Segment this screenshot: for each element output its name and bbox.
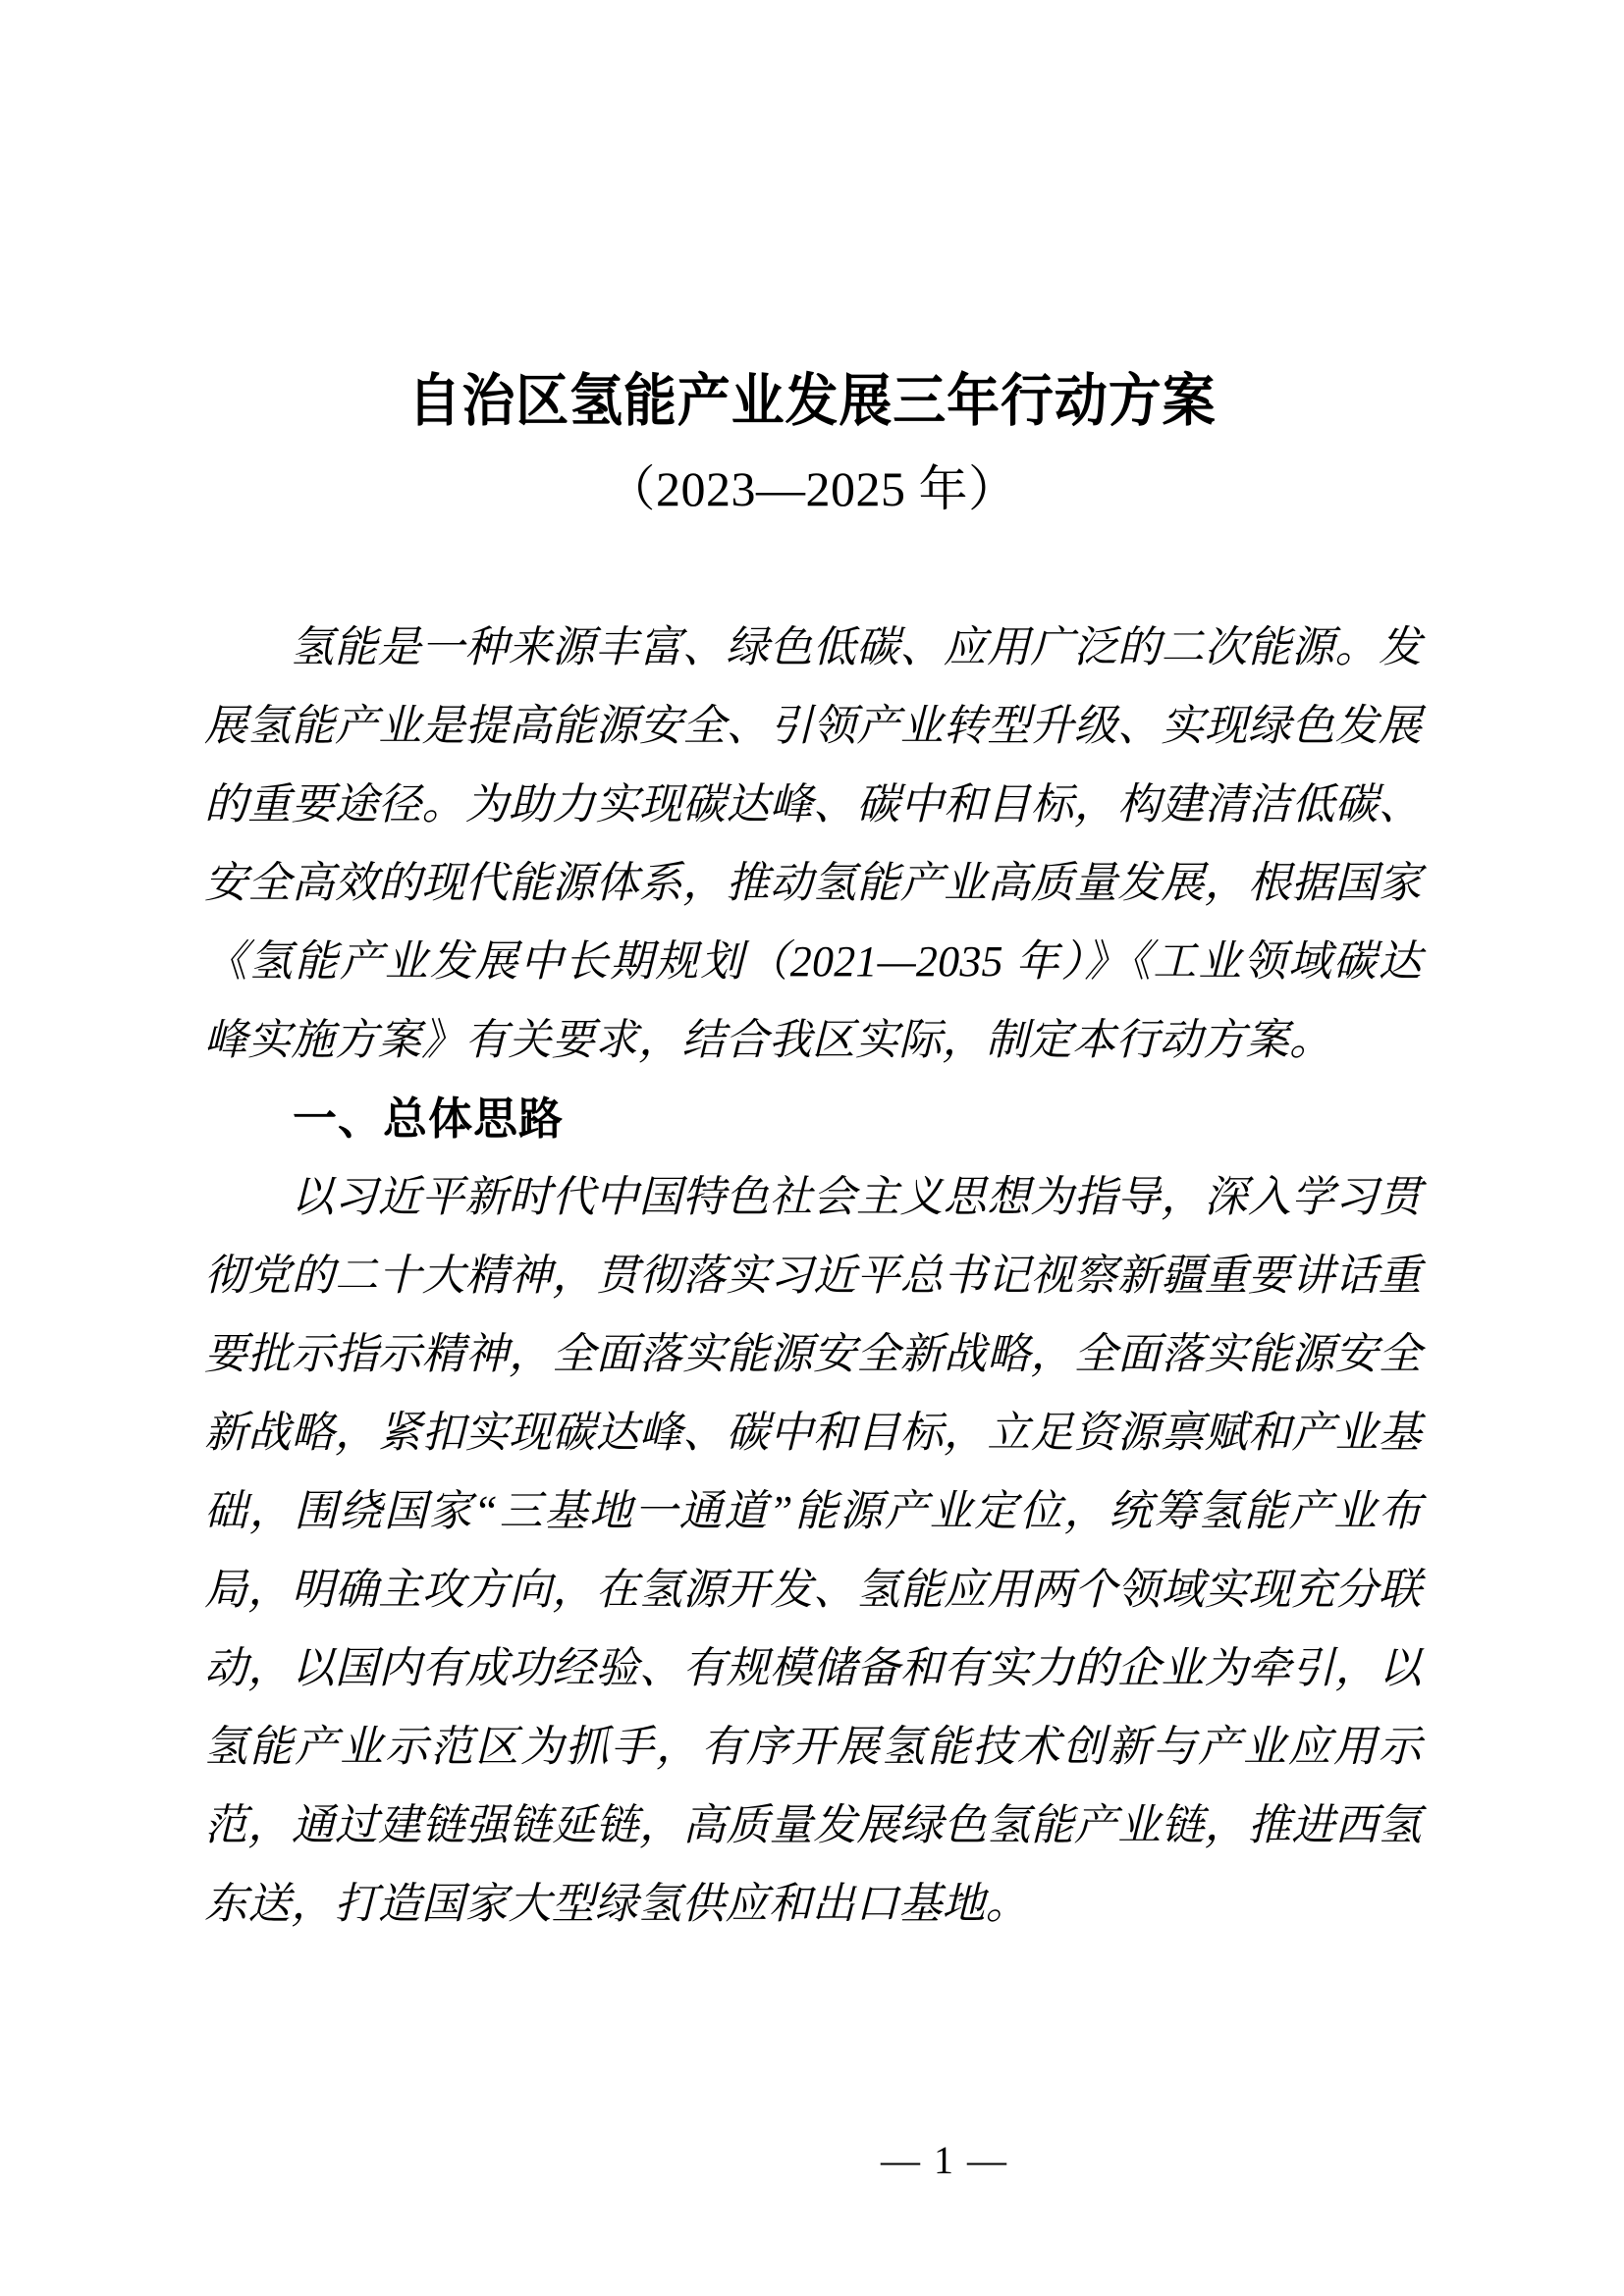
page-footer	[0, 2136, 1624, 2185]
paragraph-overall-approach: 以习近平新时代中国特色社会主义思想为指导，深入学习贯彻党的二十大精神，贯彻落实习近平总书记视察新疆重要讲话重要批示指示精神，全面落实能源安全新战略，全面落实能源安全新战略，紧扣实现碳达峰、碳中和目标，立足资源禀赋和产业基础，围绕国家“三基地一通道”能源产业定位，统筹氢能产业布局，明确主攻方向，在氢源开发、氢能应用两个领域实现充分联动，以国内有成功经验、有规模储备和有实力的企业为牵引，以氢能产业示范区为抓手，有序开展氢能技术创新与产业应用示范，通过建链强链延链，高质量发展绿色氢能产业链，推进西氢东送，打造国家大型绿氢供应和出口基地。	[204, 1173, 1422, 1928]
body-text-column	[204, 609, 1422, 1944]
document-subtitle: （2023—2025 年）	[606, 461, 1018, 516]
document-title: 自治区氢能产业发展三年行动方案	[407, 369, 1217, 433]
section-heading-overall-approach: 一、总体思路	[293, 1094, 565, 1144]
title-block	[0, 365, 1624, 524]
page-number: — 1 —	[881, 2138, 1008, 2182]
paragraph-intro: 氢能是一种来源丰富、绿色低碳、应用广泛的二次能源。发展氢能产业是提高能源安全、引领产业转型升级、实现绿色发展的重要途径。为助力实现碳达峰、碳中和目标，构建清洁低碳、安全高效的现代能源体系，推动氢能产业高质量发展，根据国家《氢能产业发展中长期规划（2021—2035 年）》《工业领域碳达峰实施方案》有关要求，结合我区实际，制定本行动方案。	[204, 623, 1422, 1064]
